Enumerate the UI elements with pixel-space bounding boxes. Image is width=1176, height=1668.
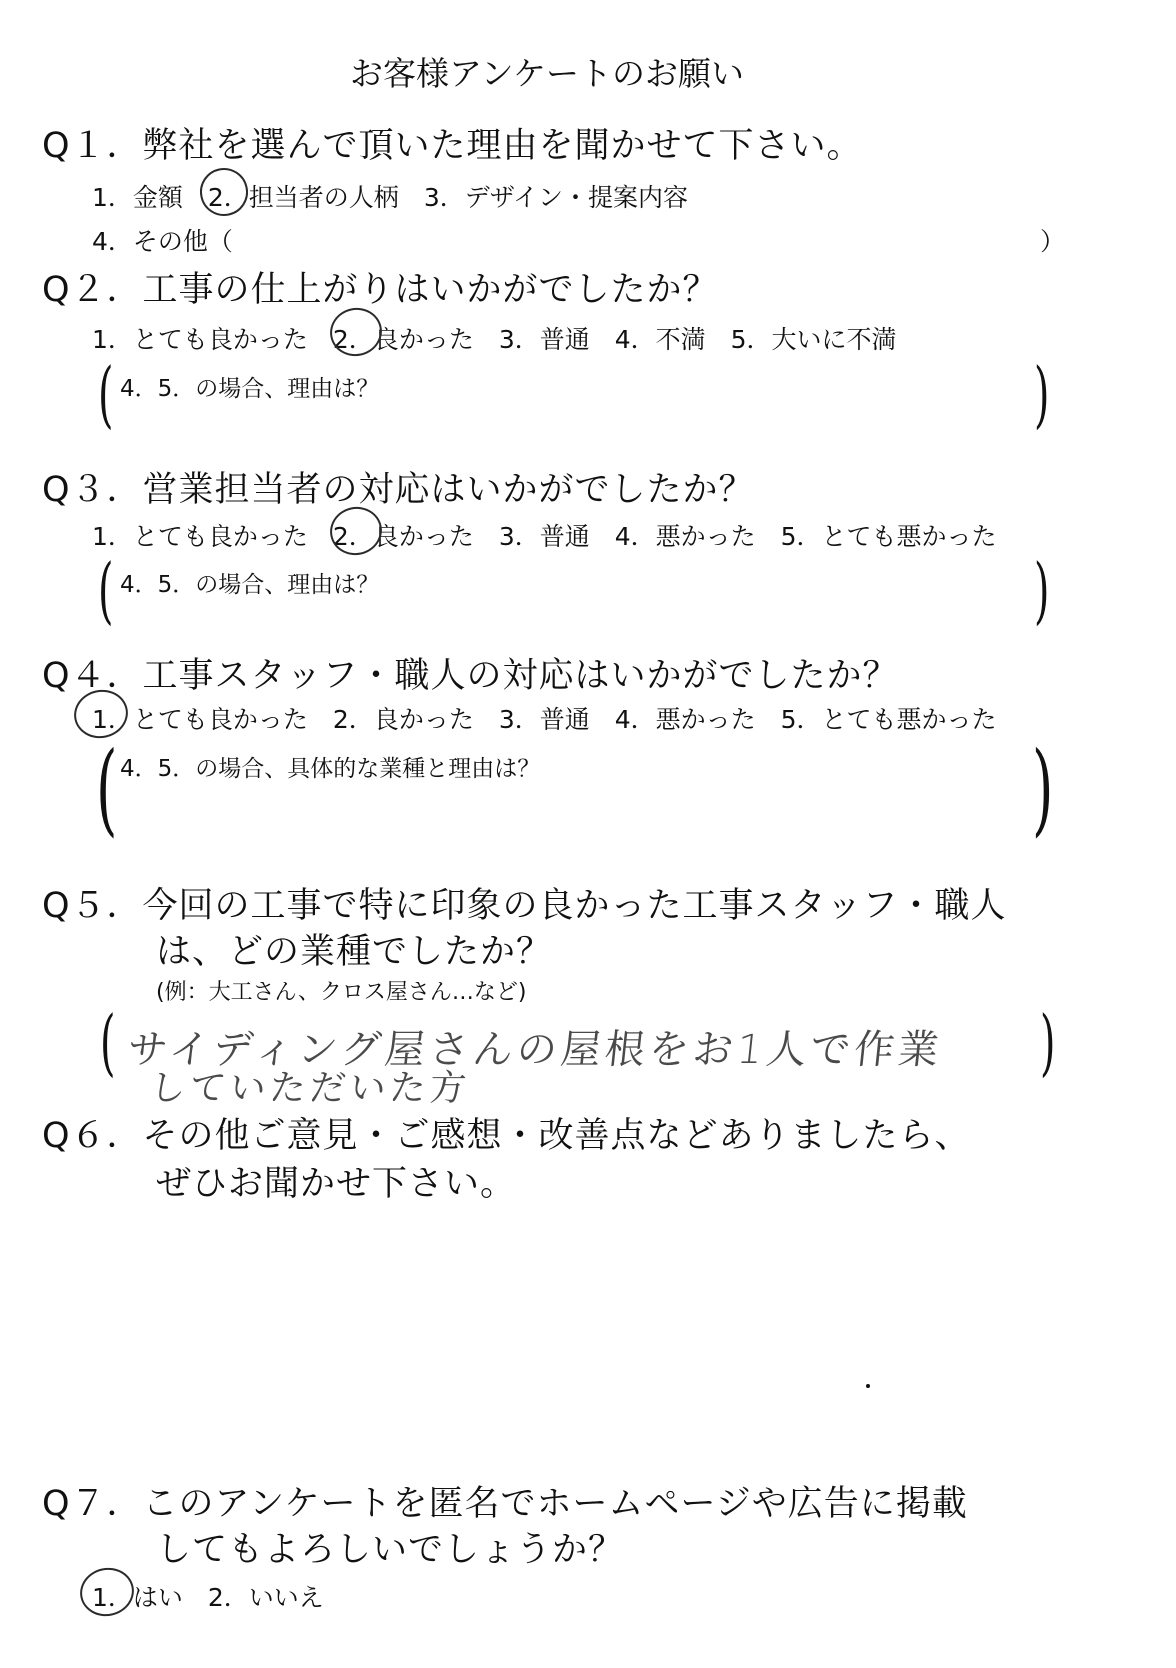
q5-question-line1: Q５．今回の工事で特に印象の良かった工事スタッフ・職人	[42, 886, 1007, 926]
q4-options: 1．とても良かった 2．良かった 3．普通 4．悪かった 5．とても悪かった	[92, 705, 997, 734]
q7-question-line2: してもよろしいでしょうか？	[156, 1530, 625, 1570]
q2-reason-open-paren: (	[98, 352, 114, 436]
q1-other-close: ）	[1040, 227, 1066, 256]
q3-reason-label: 4．5．の場合、理由は？	[120, 572, 380, 598]
q6-question-line1: Q６．その他ご意見・ご感想・改善点などありましたら、	[42, 1116, 971, 1156]
q7-question-line1: Q７．このアンケートを匿名でホームページや広告に掲載	[42, 1484, 968, 1524]
q3-options: 1．とても良かった 2．良かった 3．普通 4．悪かった 5．とても悪かった	[92, 522, 997, 551]
q3-reason-open-paren: (	[98, 548, 114, 632]
q5-example: (例：大工さん、クロス屋さん…など)	[156, 980, 527, 1005]
q7-options: 1．はい 2．いいえ	[92, 1583, 324, 1612]
q2-reason-label: 4．5．の場合、理由は？	[120, 376, 380, 402]
q4-question: Q４．工事スタッフ・職人の対応はいかがでしたか？	[42, 656, 899, 696]
q6-question-line2: ぜひお聞かせ下さい。	[156, 1164, 517, 1204]
q1-options: 1．金額 2．担当者の人柄 3．デザイン・提案内容	[92, 183, 688, 212]
q1-question: Q１．弊社を選んで頂いた理由を聞かせて下さい。	[42, 126, 863, 166]
q5-question-line2: は、どの業種でしたか？	[156, 932, 553, 972]
q2-options: 1．とても良かった 2．良かった 3．普通 4．不満 5．大いに不満	[92, 325, 897, 354]
scan-speck	[866, 1384, 870, 1388]
q1-other-label: 4．その他（	[92, 227, 233, 256]
q5-answer-open-paren: (	[100, 1000, 116, 1084]
q5-answer-close-paren: )	[1040, 1000, 1056, 1084]
survey-title: お客様アンケートのお願い	[350, 54, 745, 93]
q5-handwritten-answer-line2: していただいた方	[147, 1068, 472, 1109]
q2-reason-close-paren: )	[1034, 352, 1050, 436]
q3-question: Q３．営業担当者の対応はいかがでしたか？	[42, 470, 755, 510]
q4-reason-label: 4．5．の場合、具体的な業種と理由は？	[120, 756, 541, 782]
q4-reason-open-paren: (	[96, 730, 118, 847]
q3-reason-close-paren: )	[1034, 548, 1050, 632]
q5-handwritten-answer-line1: サイディング屋さんの屋根をお1人で作業	[125, 1027, 945, 1073]
q4-reason-close-paren: )	[1032, 730, 1054, 847]
q2-question: Q２．工事の仕上がりはいかがでしたか？	[42, 270, 719, 310]
